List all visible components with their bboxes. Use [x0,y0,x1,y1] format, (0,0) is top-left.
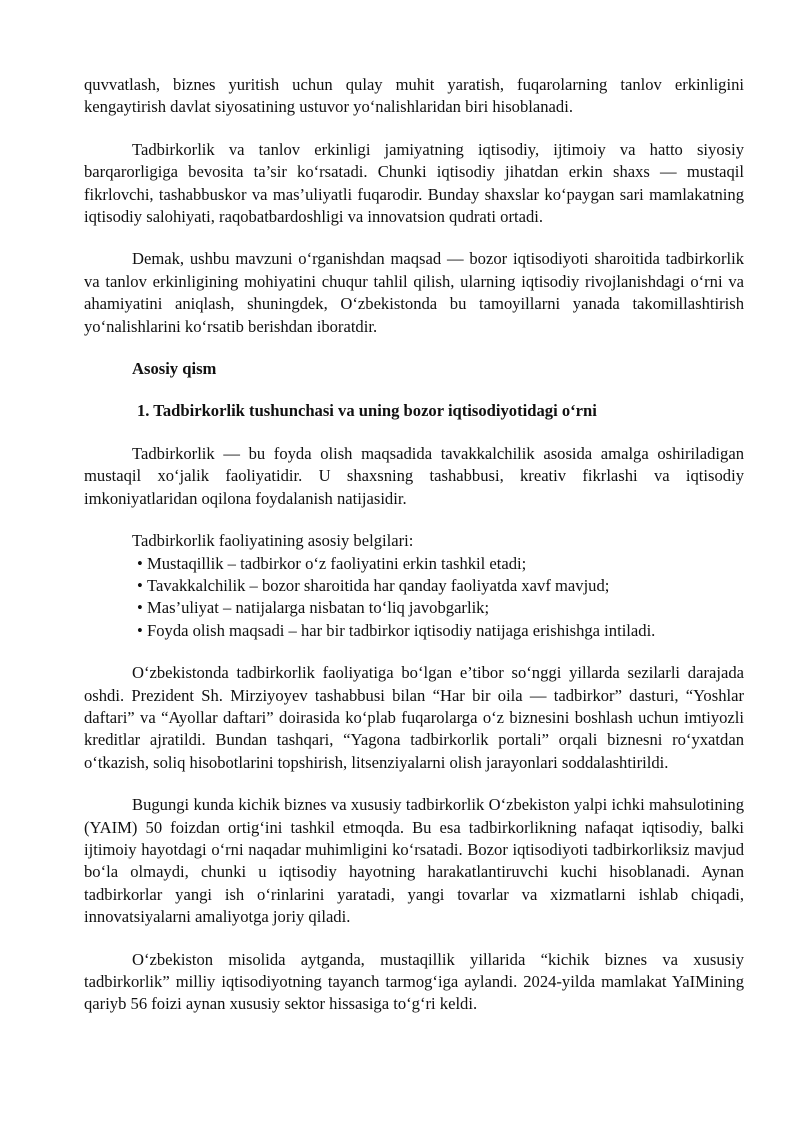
list-item [137,575,744,597]
list-item [137,553,744,575]
list-item-text: Foyda olish maqsadi – har bir tadbirkor iqtisodiy natijaga erishishga intiladi. [147,620,656,640]
list-item [137,597,744,619]
paragraph-definition: Tadbirkorlik — bu foyda olish maqsadida tavakkalchilik asosida amalga oshiriladigan mustaqil xo‘jalik faoliyatidir. U shaxsning tashabbusi, kreativ fikrlashi va iqtisodiy imkoniyatlaridan oqilona foydalanish natijasidir. [84,443,744,508]
section-heading-main: Asosiy qism [132,359,217,379]
paragraph-gdp-share: Bugungi kunda kichik biznes va xususiy tadbirkorlik O‘zbekiston yalpi ichki mahsulotining (YAIM) 50 foizdan ortig‘ini tashkil etmoqda. Bu esa tadbirkorlikning nafaqat iqtisodiy, balki ijtimoiy hayotdagi o‘rni naqadar muhimligini ko‘rsatadi. Bozor iqtisodiyoti tadbirkorliksiz mavjud bo‘la olmaydi, chunki u iqtisodiy hayotning harakatlantiruvchi kuchi hisoblanadi. Aynan tadbirkorlar yangi ish o‘rinlarini yaratadi, yangi tovarlar va xizmatlarni ishlab chiqadi, innovatsiyalarni amaliyotga joriy qiladi. [84,795,744,927]
bullet-icon: • [137,553,143,573]
document-page [84,74,744,1036]
paragraph-private-sector: O‘zbekiston misolida aytganda, mustaqillik yillarida “kichik biznes va xususiy tadbirkorlik” milliy iqtisodiyotning tayanch tarmog‘iga aylandi. 2024-yilda mamlakat YaIMining qariyb 56 foizi aynan xususiy sektor hissasiga to‘g‘ri keldi. [84,949,744,1014]
bullet-icon: • [137,575,143,595]
paragraph-study-goal: Demak, ushbu mavzuni o‘rganishdan maqsad — bozor iqtisodiyoti sharoitida tadbirkorlik va tanlov erkinligining mohiyatini chuqur tahlil qilish, ularning iqtisodiy rivojlanishdagi o‘rni va ahamiyatini aniqlash, shuningdek, O‘zbekistonda bu tamoyillarni yanada takomillashtirish yo‘nalishlarini ko‘rsatib berishdan iboratdir. [84,249,744,336]
list-item-text: Tavakkalchilik – bozor sharoitida har qanday faoliyatda xavf mavjud; [147,575,610,595]
paragraph-intro-continuation: quvvatlash, biznes yuritish uchun qulay muhit yaratish, fuqarolarning tanlov erkinligini kengaytirish davlat siyosatining ustuvor yo‘nalishlaridan biri hisoblanadi. [84,75,744,117]
list-item-text: Mustaqillik – tadbirkor o‘z faoliyatini erkin tashkil etadi; [147,553,527,573]
features-list [84,553,744,643]
features-list-intro: Tadbirkorlik faoliyatining asosiy belgilari: [132,531,414,551]
list-item [137,620,744,642]
bullet-icon: • [137,620,143,640]
section-heading-1: 1. Tadbirkorlik tushunchasi va uning bozor iqtisodiyotidagi o‘rni [137,401,597,421]
paragraph-freedom-stability: Tadbirkorlik va tanlov erkinligi jamiyatning iqtisodiy, ijtimoiy va hatto siyosiy barqarorligiga bevosita ta’sir ko‘rsatadi. Chunki iqtisodiy jihatdan erkin shaxs — mustaqil fikrlovchi, tashabbuskor va mas’uliyatli fuqarodir. Bunday shaxslar ko‘paygan sari mamlakatning iqtisodiy salohiyati, raqobatbardoshligi va innovatsion qudrati ortadi. [84,139,744,227]
list-item-text: Mas’uliyat – natijalarga nisbatan to‘liq javobgarlik; [147,598,490,618]
bullet-icon: • [137,598,143,618]
paragraph-uzbekistan-support: O‘zbekistonda tadbirkorlik faoliyatiga bo‘lgan e’tibor so‘nggi yillarda sezilarli darajada oshdi. Prezident Sh. Mirziyoyev tashabbusi bilan “Har bir oila — tadbirkor” dasturi, “Yoshlar daftari” va “Ayollar daftari” doirasida ko‘plab fuqarolarga o‘z biznesini boshlash uchun imtiyozli kreditlar ajratildi. Bundan tashqari, “Yagona tadbirkorlik portali” orqali biznesni ro‘yxatdan o‘tkazish, soliq hisobotlarini topshirish, litsenziyalarni olish jarayonlari soddalashtirildi. [84,663,744,772]
